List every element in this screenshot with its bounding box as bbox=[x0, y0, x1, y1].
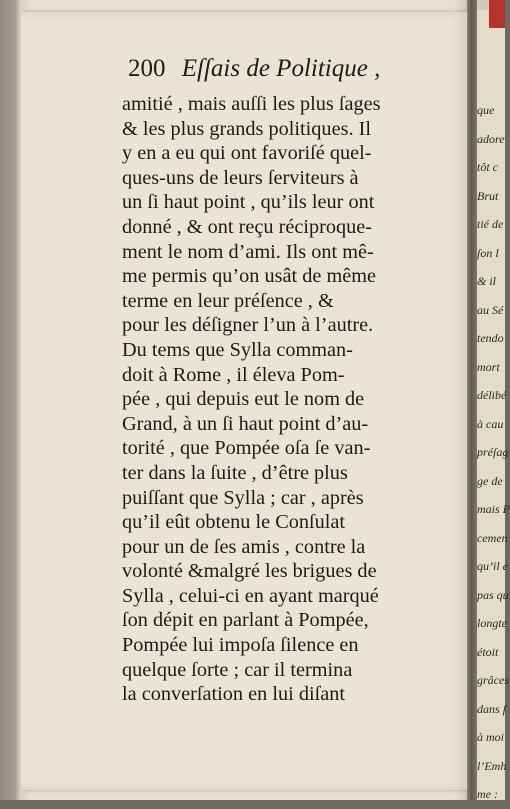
text-line: ſon dépit en parlant à Pompée, bbox=[122, 609, 369, 632]
facing-page-text bbox=[477, 96, 510, 809]
text-line: ter dans la ſuite , d’être plus bbox=[122, 461, 348, 484]
text-line: doit à Rome , il éleva Pom- bbox=[122, 363, 345, 386]
text-line: Sylla , celui-ci en ayant marqué bbox=[122, 584, 379, 607]
facing-page-line: l’Emh bbox=[477, 758, 507, 773]
book-title: Eſſais de Politique , bbox=[181, 55, 381, 82]
facing-page-line: tendo bbox=[477, 331, 504, 345]
red-page-edge bbox=[489, 0, 505, 28]
facing-page-edge bbox=[477, 10, 510, 801]
text-line: pour les déſigner l’un à l’autre. bbox=[122, 314, 374, 337]
facing-page-line: préſag bbox=[477, 445, 509, 459]
facing-page-line: ſon l bbox=[477, 245, 499, 260]
facing-page-line: qu’il e bbox=[477, 559, 508, 573]
text-line: quelque ſorte ; car il termina bbox=[122, 658, 353, 681]
facing-page-line: pas qu bbox=[477, 587, 509, 602]
text-line: me permis qu’on usât de même bbox=[122, 265, 377, 288]
facing-page-line: que bbox=[477, 103, 495, 117]
text-line: y en a eu qui ont favoriſé quel- bbox=[122, 142, 372, 165]
text-line: terme en leur préſence , & bbox=[122, 289, 334, 312]
facing-page-line: dans ſ bbox=[477, 701, 507, 716]
text-line: qu’il eût obtenu le Conſulat bbox=[122, 511, 346, 534]
page-number: 200 bbox=[128, 55, 166, 82]
facing-page-line: délibé bbox=[477, 388, 507, 402]
facing-page-line: cemen bbox=[477, 530, 508, 545]
facing-page-line: tié de bbox=[477, 217, 504, 231]
text-line: Pompée lui impoſa ſilence en bbox=[122, 634, 359, 657]
text-line: pée , qui depuis eut le nom de bbox=[122, 388, 365, 411]
facing-page-line: ge de bbox=[477, 473, 503, 488]
text-line: torité , que Pompée oſa ſe van- bbox=[122, 437, 371, 460]
facing-page-line: à moi bbox=[477, 730, 504, 744]
text-line: volonté &malgré les brigues de bbox=[122, 560, 377, 583]
facing-page-line: au Sé bbox=[477, 302, 504, 317]
facing-page-line: Brut bbox=[477, 188, 499, 203]
text-line: un ſi haut point , qu’ils leur ont bbox=[122, 191, 375, 214]
text-line: & les plus grands politiques. Il bbox=[122, 117, 371, 140]
facing-page-line: adore bbox=[477, 131, 505, 146]
text-line: Grand, à un ſi haut point d’au- bbox=[122, 412, 369, 435]
text-line: donné , & ont reçu réciproque- bbox=[122, 215, 373, 238]
text-line: pour un de ſes amis , contre la bbox=[122, 535, 366, 558]
facing-page-line: tôt c bbox=[477, 160, 498, 174]
facing-page-line: & il bbox=[477, 274, 497, 288]
facing-page-line: grâces bbox=[477, 673, 509, 687]
book-gutter bbox=[467, 0, 477, 800]
body-text bbox=[122, 92, 457, 707]
facing-page-line: longte bbox=[477, 616, 507, 630]
text-line: puiſſant que Sylla ; car , après bbox=[122, 486, 364, 509]
text-line: amitié , mais auſſi les plus ſages bbox=[122, 93, 381, 115]
facing-page-line: mais P bbox=[477, 502, 510, 516]
facing-page-line: étoit bbox=[477, 644, 499, 659]
text-line: ques-uns de leurs ſerviteurs à bbox=[122, 166, 359, 189]
facing-page-line: mort bbox=[477, 359, 500, 374]
text-line: ment le nom d’ami. Ils ont mê- bbox=[122, 240, 374, 263]
facing-page-line: à cau bbox=[477, 416, 504, 431]
running-head bbox=[128, 55, 428, 89]
text-line: Du tems que Sylla comman- bbox=[122, 338, 353, 361]
text-line: la converſation en lui diſant bbox=[122, 683, 346, 706]
facing-page-line: me : bbox=[477, 787, 498, 801]
